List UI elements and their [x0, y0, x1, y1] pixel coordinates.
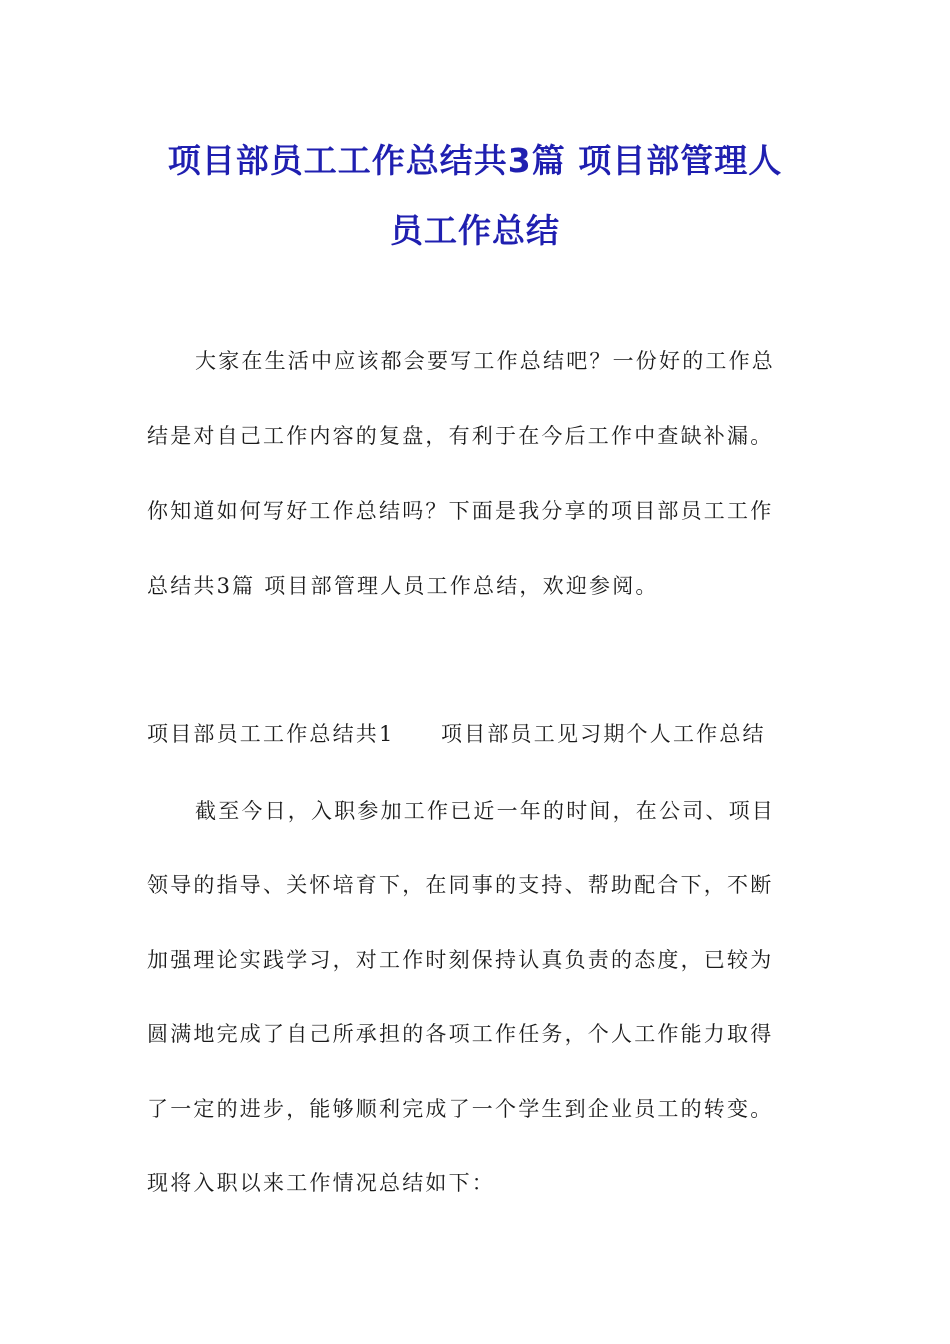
intro-line-3: 你知道如何写好工作总结吗？下面是我分享的项目部员工工作: [147, 499, 774, 523]
body-line-1: 截至今日，入职参加工作已近一年的时间，在公司、项目: [195, 799, 775, 823]
intro-line-2: 结是对自己工作内容的复盘，有利于在今后工作中查缺补漏。: [147, 424, 774, 448]
intro-line-1: 大家在生活中应该都会要写工作总结吧？一份好的工作总: [195, 349, 775, 373]
body-line-6: 现将入职以来工作情况总结如下：: [147, 1171, 495, 1195]
body-line-5: 了一定的进步，能够顺利完成了一个学生到企业员工的转变。: [147, 1097, 774, 1121]
title-line-1: 项目部员工工作总结共3篇 项目部管理人: [167, 141, 783, 180]
body-line-2: 领导的指导、关怀培育下，在同事的支持、帮助配合下，不断: [147, 873, 774, 897]
body-line-4: 圆满地完成了自己所承担的各项工作任务，个人工作能力取得: [147, 1022, 774, 1046]
body-line-3: 加强理论实践学习，对工作时刻保持认真负责的态度，已较为: [147, 948, 774, 972]
section-heading: 项目部员工工作总结共1 项目部员工见习期个人工作总结: [147, 722, 766, 746]
title-line-2: 员工作总结: [390, 211, 560, 250]
intro-line-4: 总结共3篇 项目部管理人员工作总结，欢迎参阅。: [147, 574, 659, 598]
